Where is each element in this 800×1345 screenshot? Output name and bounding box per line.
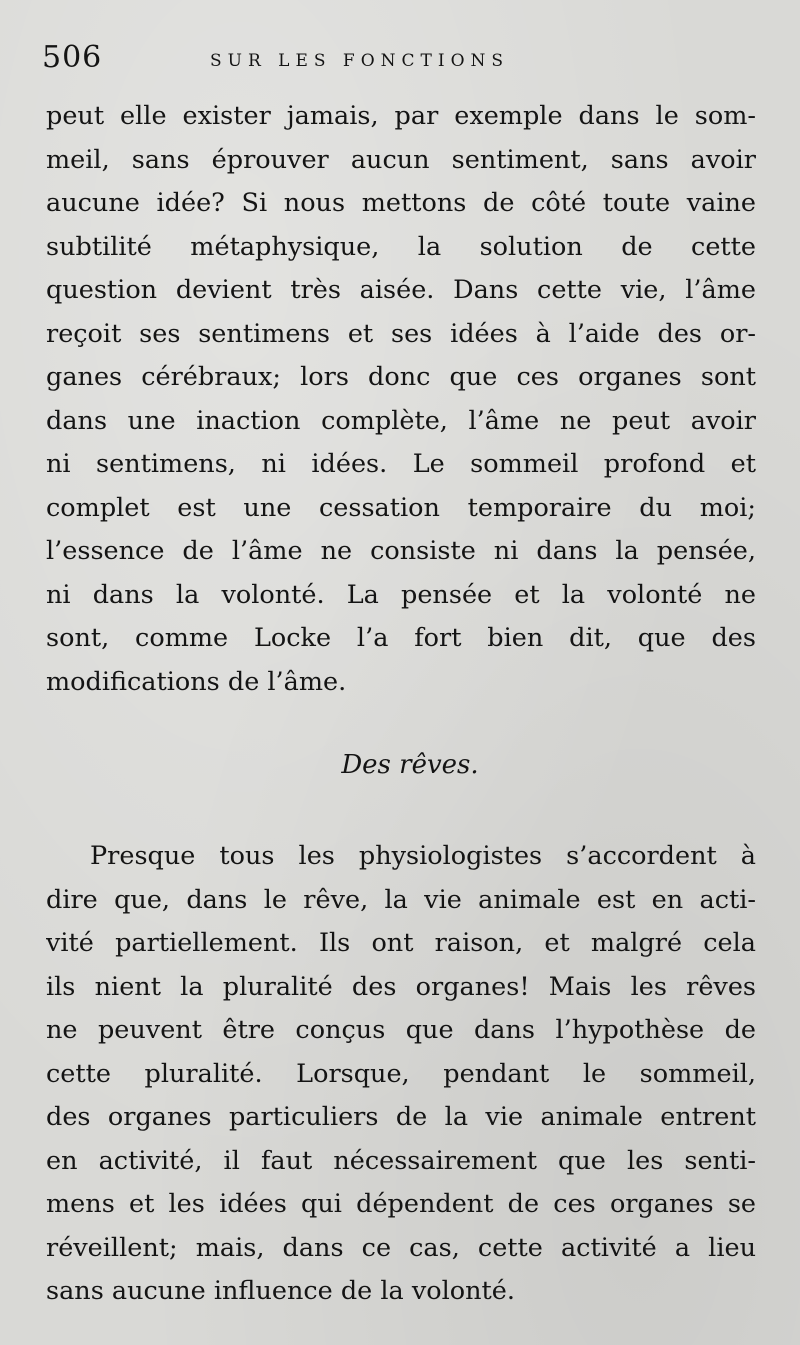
page-header (42, 40, 762, 84)
text-line: réveillent; mais, dans ce cas, cette activité a lieu (46, 1232, 756, 1263)
text-line: sans aucune influence de la volonté. (46, 1276, 515, 1306)
text-line: subtilité métaphysique, la solution de cette (46, 231, 756, 262)
text-line: modifications de l’âme. (46, 666, 347, 697)
text-line: ils nient la pluralité des organes! Mais les rêves (46, 971, 756, 1002)
text-line: ne peuvent être conçus que dans l’hypothèse de (46, 1015, 756, 1045)
text-line: reçoit ses sentimens et ses idées à l’aide des or- (46, 318, 756, 349)
running-head: SUR LES FONCTIONS (210, 51, 510, 71)
text-line: dans une inaction complète, l’âme ne peut avoir (46, 405, 756, 436)
text-line: l’essence de l’âme ne consiste ni dans la pensée, (46, 536, 756, 566)
text-line: meil, sans éprouver aucun sentiment, sans avoir (46, 144, 756, 175)
text-line: ni sentimens, ni idées. Le sommeil profond et (46, 449, 756, 479)
text-line: mens et les idées qui dépendent de ces organes se (46, 1189, 756, 1219)
text-line: aucune idée? Si nous mettons de côté toute vaine (46, 188, 756, 218)
text-line: cette pluralité. Lorsque, pendant le sommeil, (46, 1058, 756, 1089)
text-line: complet est une cessation temporaire du moi; (46, 492, 756, 523)
text-line: Presque tous les physiologistes s’accordent à (90, 841, 756, 871)
text-line: peut elle exister jamais, par exemple dans le som- (46, 101, 756, 131)
text-line: question devient très aisée. Dans cette vie, l’âme (46, 275, 756, 305)
section-heading (0, 750, 800, 780)
text-line: ganes cérébraux; lors donc que ces organes sont (46, 362, 756, 392)
text-line: dire que, dans le rêve, la vie animale est en acti- (46, 884, 756, 915)
paragraph-2 (46, 835, 756, 1314)
text-line: ni dans la volonté. La pensée et la volonté ne (46, 579, 756, 610)
text-line: des organes particuliers de la vie animale entrent (46, 1102, 756, 1132)
text-line: en activité, il faut nécessairement que les senti- (46, 1145, 756, 1176)
page-number: 506 (42, 40, 103, 75)
section-title: Des rêves. (341, 750, 479, 780)
text-line: vité partiellement. Ils ont raison, et malgré cela (46, 928, 756, 958)
paragraph-1 (46, 95, 756, 704)
text-line: sont, comme Locke l’a fort bien dit, que des (46, 623, 756, 653)
